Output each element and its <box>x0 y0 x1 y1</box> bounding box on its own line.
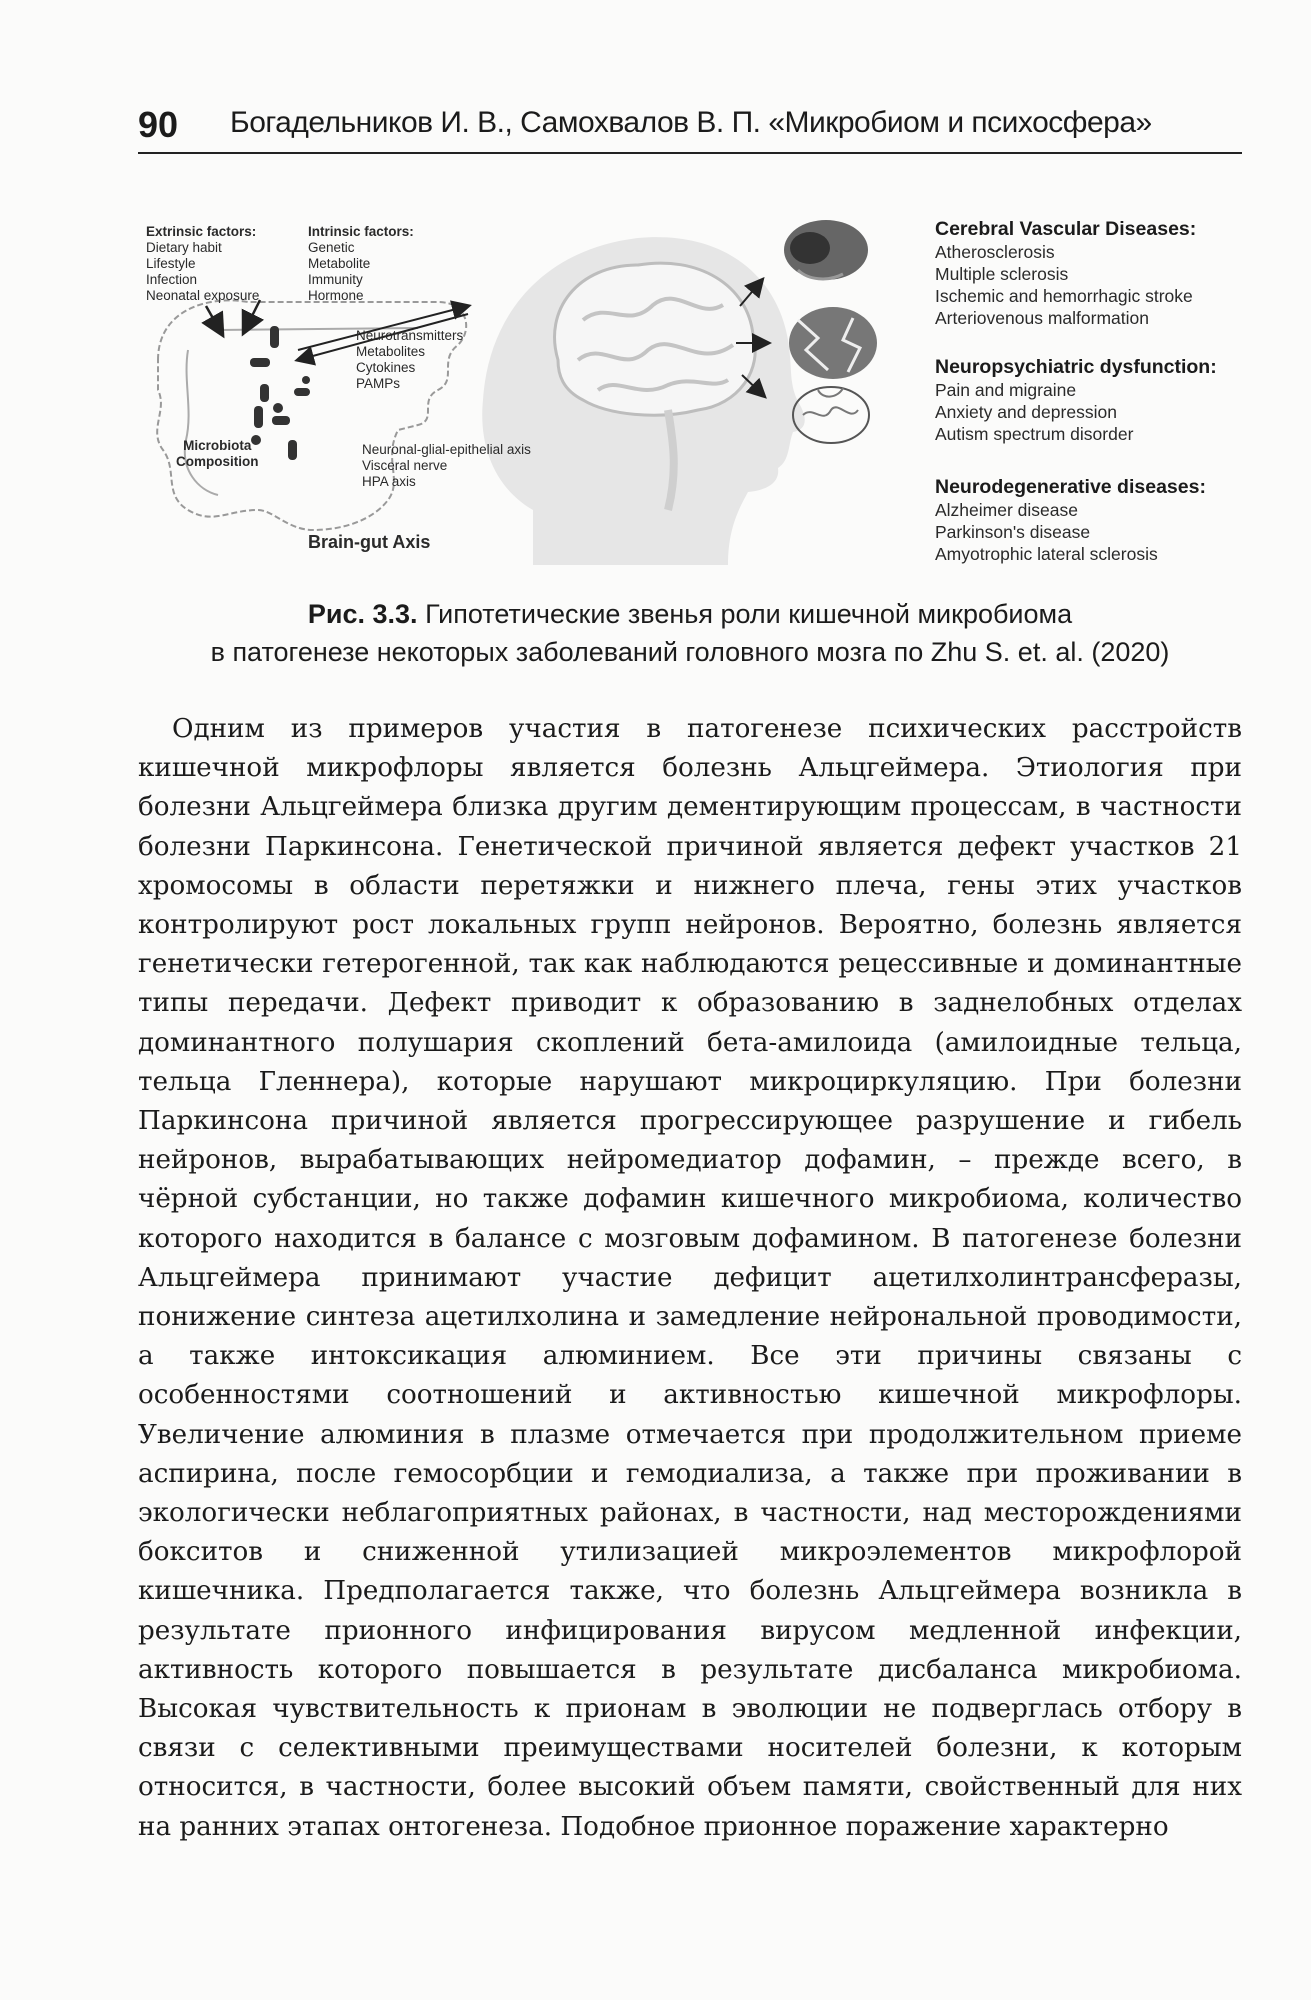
brain-shape <box>555 263 756 415</box>
caption-line-1: Гипотетические звенья роли кишечной микробиома <box>425 599 1073 629</box>
extrinsic-title: Extrinsic factors: <box>146 224 257 239</box>
caption-line-2: в патогенезе некоторых заболеваний головного мозга по Zhu S. et. al. (2020) <box>210 637 1170 667</box>
disease-item: Multiple sclerosis <box>935 264 1069 284</box>
axis-item: HPA axis <box>362 474 416 489</box>
disease-item: Alzheimer disease <box>935 500 1078 520</box>
disease-item: Amyotrophic lateral sclerosis <box>935 544 1158 564</box>
intrinsic-factors <box>308 224 414 304</box>
disease-item: Arteriovenous malformation <box>935 308 1149 328</box>
intrinsic-title: Intrinsic factors: <box>308 224 414 239</box>
mediator-item: PAMPs <box>356 376 401 391</box>
disease-item: Anxiety and depression <box>935 402 1117 422</box>
intrinsic-item: Hormone <box>308 288 364 303</box>
page-number: 90 <box>138 104 179 145</box>
intrinsic-item: Immunity <box>308 272 363 287</box>
mediators-list <box>356 328 463 392</box>
disease-group-title: Cerebral Vascular Diseases: <box>935 218 1197 240</box>
disease-group-neuropsychiatric <box>935 356 1217 445</box>
intrinsic-item: Genetic <box>308 240 355 255</box>
body-paragraph <box>138 710 1242 1847</box>
neurodegenerative-brain-icon <box>793 387 869 443</box>
figure-brain-gut-axis <box>138 210 1242 585</box>
body-paragraph-text: Одним из примеров участия в патогенезе психических расстройств кишечной микрофлоры является болезнь Альцгеймера. Этиология при болезни Альцгеймера близка другим дементирующим процессам, в частности болезни Паркинсона. Генетической причиной является дефект участков 21 хромосомы в области перетяжки и нижнего плеча, гены этих участков контролируют рост локальных групп нейронов. Вероятно, болезнь является генетически гетерогенной, так как наблюдаются рецессивные и доминантные типы передачи. Дефект приводит к образованию в заднелобных отделах доминантного полушария скоплений бета-амилоида (амилоидные тельца, тельца Гленнера), которые нарушают микроциркуляцию. При болезни Паркинсона причиной является прогрессирующее разрушение и гибель нейронов, вырабатывающих нейромедиатор дофамин, – прежде всего, в чёрной субстанции, но также дофамин кишечного микробиома, количество которого находится в балансе с мозговым дофамином. В патогенезе болезни Альцгеймера принимают участие дефицит ацетилхолинтрансферазы, понижение синтеза ацетилхолина и замедление нейрональной проводимости, а также интоксикация алюминием. Все эти причины связаны с особенностями соотношений и активностью кишечной микрофлоры. Увеличение алюминия в плазме отмечается при продолжительном приеме аспирина, после гемосорбции и гемодиализа, а также при проживании в экологически неблагоприятных районах, в частности, над месторождениями бокситов и сниженной утилизацией микроэлементов микрофлорой кишечника. Предполагается также, что болезнь Альцгеймера возникла в результате прионного инфицирования вирусом медленной инфекции, активность которого повышается в результате дисбаланса микробиома. Высокая чувствительность к прионам в эволюции не подверглась отбору в связи с селективными преимуществами носителей болезни, к которым относится, в частности, более высокий объем памяти, свойственный для них на ранних этапах онтогенеза. Подобное прионное поражение характерно <box>138 714 1242 1842</box>
mediator-item: Cytokines <box>356 360 416 375</box>
brain-gut-axis-label: Brain-gut Axis <box>308 532 431 552</box>
cerebral-vascular-brain-icon <box>784 220 868 280</box>
microbiota-label-line: Composition <box>176 454 259 469</box>
microbiota-label-line: Microbiota <box>183 438 252 453</box>
microbes-cluster <box>250 326 310 460</box>
figure-caption <box>138 595 1242 671</box>
extrinsic-item: Neonatal exposure <box>146 288 260 303</box>
disease-group-neurodegenerative <box>935 476 1206 565</box>
axis-item: Visceral nerve <box>362 458 448 473</box>
intrinsic-item: Metabolite <box>308 256 371 271</box>
disease-group-title: Neuropsychiatric dysfunction: <box>935 356 1217 378</box>
disease-group-cerebral-vascular <box>935 218 1196 329</box>
axes-list <box>362 442 531 490</box>
disease-item: Autism spectrum disorder <box>935 424 1134 444</box>
running-title: Богадельников И. В., Самохвалов В. П. «Микробиом и психосфера» <box>230 106 1152 139</box>
disease-item: Ischemic and hemorrhagic stroke <box>935 286 1193 306</box>
axis-item: Neuronal-glial-epithelial axis <box>362 442 531 457</box>
mediator-item: Neurotransmitters <box>356 328 464 343</box>
page-header <box>138 96 1242 154</box>
extrinsic-item: Dietary habit <box>146 240 222 255</box>
disease-item: Parkinson's disease <box>935 522 1091 542</box>
extrinsic-item: Lifestyle <box>146 256 196 271</box>
disease-item: Atherosclerosis <box>935 242 1055 262</box>
neuropsychiatric-brain-icon <box>789 307 877 379</box>
extrinsic-factors <box>146 224 259 304</box>
microbiota-label <box>176 438 259 470</box>
disease-group-title: Neurodegenerative diseases: <box>935 476 1206 498</box>
extrinsic-item: Infection <box>146 272 198 287</box>
mediator-item: Metabolites <box>356 344 426 359</box>
figure-label: Рис. 3.3. <box>307 599 418 629</box>
disease-item: Pain and migraine <box>935 380 1077 400</box>
